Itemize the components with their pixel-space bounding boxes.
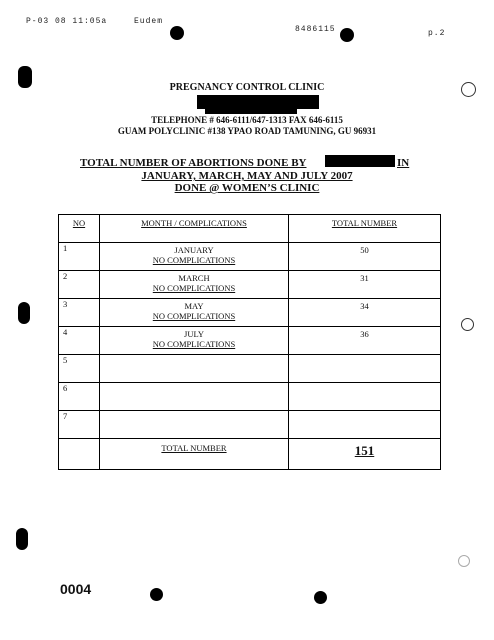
total-value: 31 (360, 273, 369, 283)
month-cell (100, 327, 289, 355)
report-title-line1: TOTAL NUMBER OF ABORTIONS DONE BY (80, 157, 307, 169)
table-row (59, 327, 441, 355)
total-value: 36 (360, 329, 369, 339)
fax-timestamp: P-03 08 11:05a (26, 17, 108, 26)
scan-mark (18, 302, 30, 324)
total-row-empty (59, 439, 100, 470)
month-cell (100, 299, 289, 327)
grand-total: 151 (354, 443, 375, 458)
month-name: JULY (184, 329, 204, 339)
total-cell (289, 383, 441, 411)
table-row (59, 355, 441, 383)
total-cell (289, 411, 441, 439)
complications-text: NO COMPLICATIONS (152, 255, 236, 265)
punch-hole (340, 28, 354, 42)
redaction-bar (205, 106, 297, 114)
month-cell (100, 383, 289, 411)
total-label-cell (100, 439, 289, 470)
punch-hole (314, 591, 327, 604)
month-name: MARCH (178, 273, 210, 283)
row-number: 7 (59, 411, 100, 439)
header-total: TOTAL NUMBER (289, 215, 441, 243)
row-number: 6 (59, 383, 100, 411)
total-cell (289, 355, 441, 383)
page-number: 0004 (60, 581, 92, 597)
table-row (59, 383, 441, 411)
month-cell (100, 271, 289, 299)
month-cell (100, 355, 289, 383)
punch-hole-ring (461, 318, 474, 331)
total-cell (289, 243, 441, 271)
total-value: 34 (360, 301, 369, 311)
month-name: JANUARY (174, 245, 214, 255)
fax-number: 8486115 (295, 25, 336, 34)
total-cell (289, 271, 441, 299)
table-header-row (59, 215, 441, 243)
punch-hole (170, 26, 184, 40)
row-number: 5 (59, 355, 100, 383)
complications-text: NO COMPLICATIONS (152, 283, 236, 293)
month-name: MAY (184, 301, 204, 311)
table-row (59, 411, 441, 439)
abortion-records-table (58, 214, 441, 470)
header-month: MONTH / COMPLICATIONS (100, 215, 289, 243)
table-row (59, 243, 441, 271)
scan-mark (16, 528, 28, 550)
table-row (59, 299, 441, 327)
total-cell (289, 299, 441, 327)
clinic-telephone: TELEPHONE # 646-6111/647-1313 FAX 646-6115 (151, 115, 343, 125)
fax-sender: Eudem (134, 17, 164, 26)
punch-hole (150, 588, 163, 601)
scan-mark (458, 555, 470, 567)
complications-text: NO COMPLICATIONS (152, 339, 236, 349)
total-label: TOTAL NUMBER (161, 443, 227, 453)
table-row (59, 271, 441, 299)
header-no: NO (59, 215, 100, 243)
report-title-line3: DONE @ WOMEN’S CLINIC (174, 182, 320, 194)
fax-page: p.2 (428, 29, 446, 38)
table-total-row (59, 439, 441, 470)
row-number: 4 (59, 327, 100, 355)
row-number: 2 (59, 271, 100, 299)
row-number: 1 (59, 243, 100, 271)
total-value: 50 (360, 245, 369, 255)
clinic-address: GUAM POLYCLINIC #138 YPAO ROAD TAMUNING, GU 96931 (117, 126, 377, 136)
total-value-cell (289, 439, 441, 470)
month-cell (100, 411, 289, 439)
complications-text: NO COMPLICATIONS (152, 311, 236, 321)
report-title-line1-end: IN (397, 157, 410, 169)
month-cell (100, 243, 289, 271)
row-number: 3 (59, 299, 100, 327)
clinic-name: PREGNANCY CONTROL CLINIC (169, 82, 325, 93)
total-cell (289, 327, 441, 355)
report-title-line2: JANUARY, MARCH, MAY AND JULY 2007 (141, 170, 353, 182)
redaction-bar (325, 155, 395, 167)
